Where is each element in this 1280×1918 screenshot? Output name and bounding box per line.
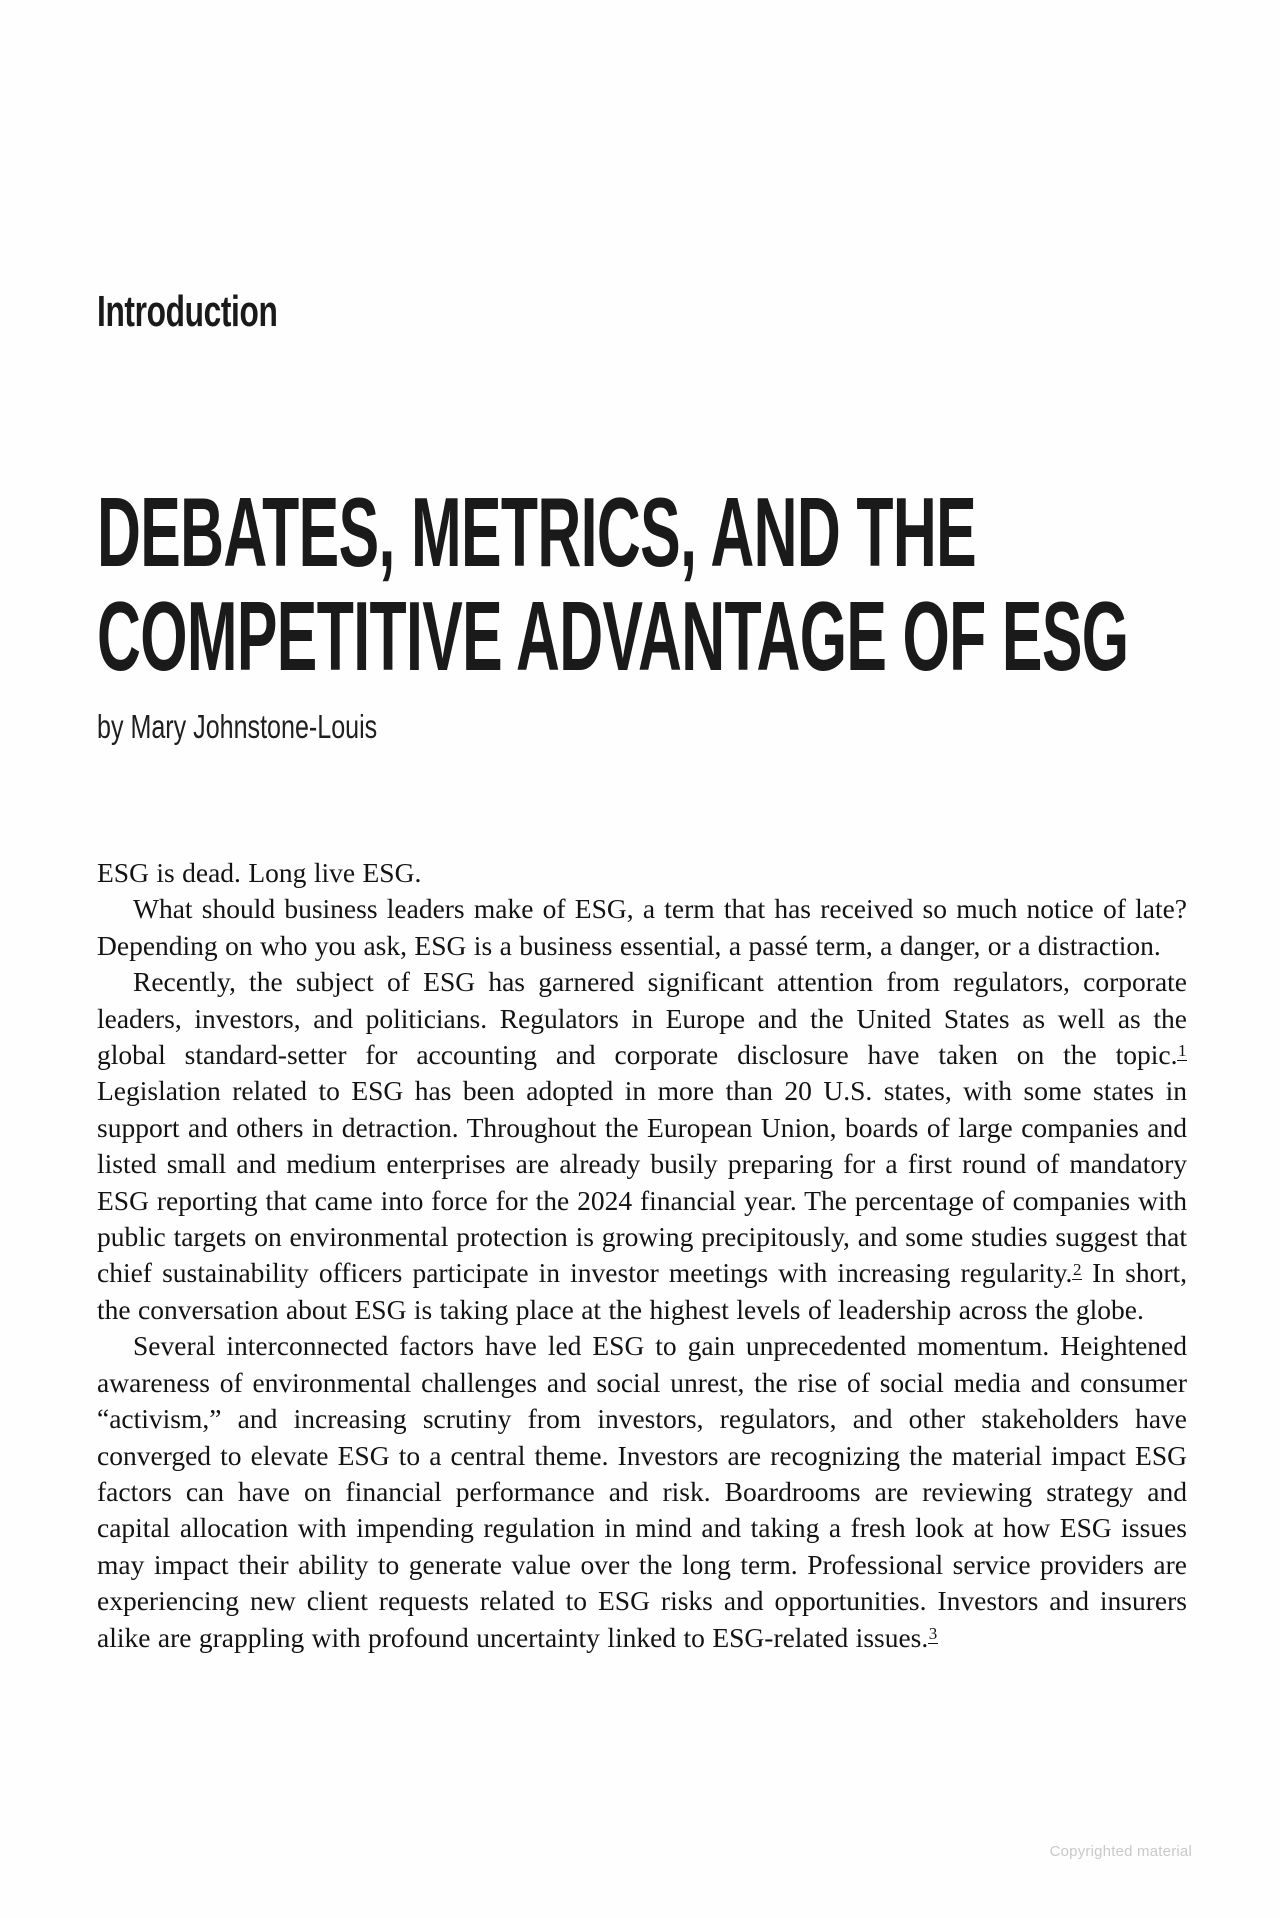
paragraph-4-part-1: Several interconnected factors have led ESG to gain unprecedented momentum. Heightened awareness of environmental challenges and social unrest, the rise of social media and consumer “activism,” and increasing scrutiny from investors, regulators, and other stakeholders have converged to elevate ESG to a central theme. Investors are recognizing the material impact ESG factors can have on financial performance and risk. Boardrooms are reviewing strategy and capital allocation with impending regulation in mind and taking a fresh look at how ESG issues may impact their ability to generate value over the long term. Professional service providers are experiencing new client requests related to ESG risks and opportunities. Investors and insurers alike are grappling with profound uncertainty linked to ESG-related issues. bbox=[97, 1330, 1187, 1653]
chapter-title-line-1: DEBATES, METRICS, AND THE bbox=[97, 477, 977, 587]
paragraph-2: What should business leaders make of ESG, a term that has received so much notice of late? Depending on who you ask, ESG is a business essential, a passé term, a danger, or a distraction. bbox=[97, 893, 1187, 961]
chapter-title-line-2: COMPETITIVE ADVANTAGE OF ESG bbox=[97, 581, 1129, 691]
paragraph-4 bbox=[97, 1328, 1187, 1656]
footnote-marker-3[interactable]: 3 bbox=[928, 1623, 938, 1643]
paragraph-1: ESG is dead. Long live ESG. bbox=[97, 857, 422, 888]
author-byline: by Mary Johnstone-Louis bbox=[97, 708, 378, 745]
paragraph-3-part-3: In short, the conversation about ESG is taking place at the highest levels of leadership across the globe. bbox=[97, 1257, 1187, 1325]
paragraph-3-part-1: Recently, the subject of ESG has garnered significant attention from regulators, corporate leaders, investors, and politicians. Regulators in Europe and the United States as well as the global standard-setter for accounting and corporate disclosure have taken on the topic. bbox=[97, 966, 1187, 1071]
body-text bbox=[97, 855, 1187, 1656]
footnote-marker-2[interactable]: 2 bbox=[1072, 1259, 1082, 1279]
paragraph-3 bbox=[97, 964, 1187, 1328]
copyright-notice: Copyrighted material bbox=[1049, 1843, 1192, 1860]
chapter-title bbox=[97, 477, 1187, 691]
paragraph-3-part-2: Legislation related to ESG has been adopted in more than 20 U.S. states, with some states in support and others in detraction. Throughout the European Union, boards of large companies and listed small and medium enterprises are already busily preparing for a first round of mandatory ESG reporting that came into force for the 2024 financial year. The percentage of companies with public targets on environmental protection is growing precipitously, and some studies suggest that chief sustainability officers participate in investor meetings with increasing regularity. bbox=[97, 1075, 1187, 1289]
section-label: Introduction bbox=[97, 287, 278, 336]
footnote-marker-1[interactable]: 1 bbox=[1177, 1041, 1187, 1061]
